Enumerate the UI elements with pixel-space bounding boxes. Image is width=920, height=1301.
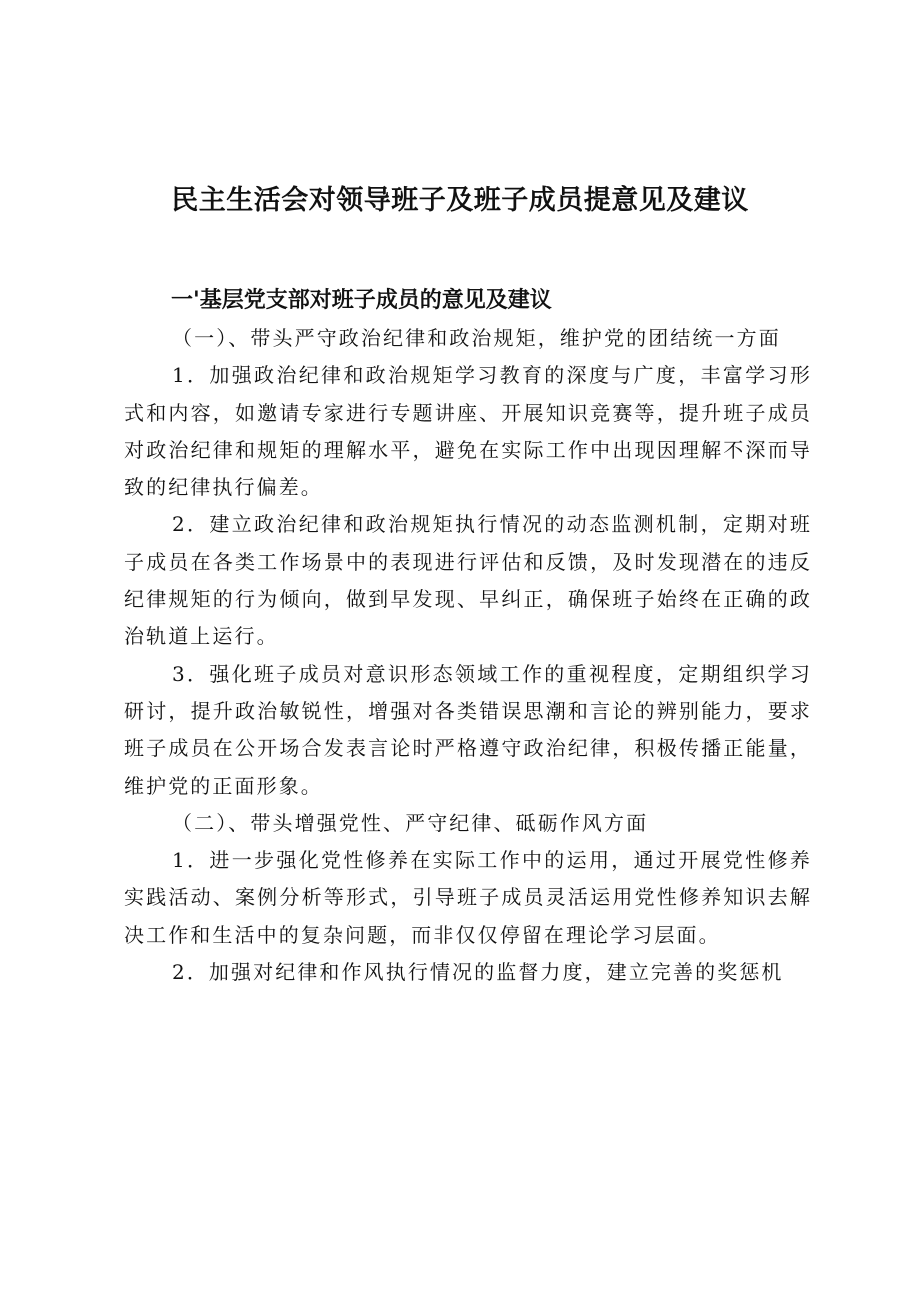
section-heading-1: 一'基层党支部对班子成员的意见及建议: [171, 288, 552, 313]
paragraph-1-3: 3．强化班子成员对意识形态领域工作的重视程度，定期组织学习研讨，提升政治敏锐性，增强对各类错误思潮和言论的辨别能力，要求班子成员在公开场合发表言论时严格遵守政治纪律，积极传播正能量，维护党的正面形象。: [124, 661, 812, 798]
document-title: 民主生活会对领导班子及班子成员提意见及建议: [171, 185, 749, 216]
paragraph-1-2: 2．建立政治纪律和政治规矩执行情况的动态监测机制，定期对班子成员在各类工作场景中的表现进行评估和反馈，及时发现潜在的违反纪律规矩的行为倾向，做到早发现、早纠正，确保班子始终在正确的政治轨道上运行。: [124, 512, 812, 649]
paragraph-2-2: 2．加强对纪律和作风执行情况的监督力度，建立完善的奖惩机: [172, 960, 784, 985]
subsection-heading-2: （二）、带头增强党性、严守纪律、砥砺作风方面: [172, 810, 649, 835]
paragraph-1-1: 1．加强政治纪律和政治规矩学习教育的深度与广度，丰富学习形式和内容，如邀请专家进行专题讲座、开展知识竞赛等，提升班子成员对政治纪律和规矩的理解水平，避免在实际工作中出现因理解不深而导致的纪律执行偏差。: [124, 363, 812, 500]
paragraph-2-1: 1．进一步强化党性修养在实际工作中的运用，通过开展党性修养实践活动、案例分析等形式，引导班子成员灵活运用党性修养知识去解决工作和生活中的复杂问题，而非仅仅停留在理论学习层面。: [124, 848, 812, 947]
document-body: [124, 320, 812, 991]
subsection-heading-1: （一）、带头严守政治纪律和政治规矩，维护党的团结统一方面: [172, 326, 781, 350]
